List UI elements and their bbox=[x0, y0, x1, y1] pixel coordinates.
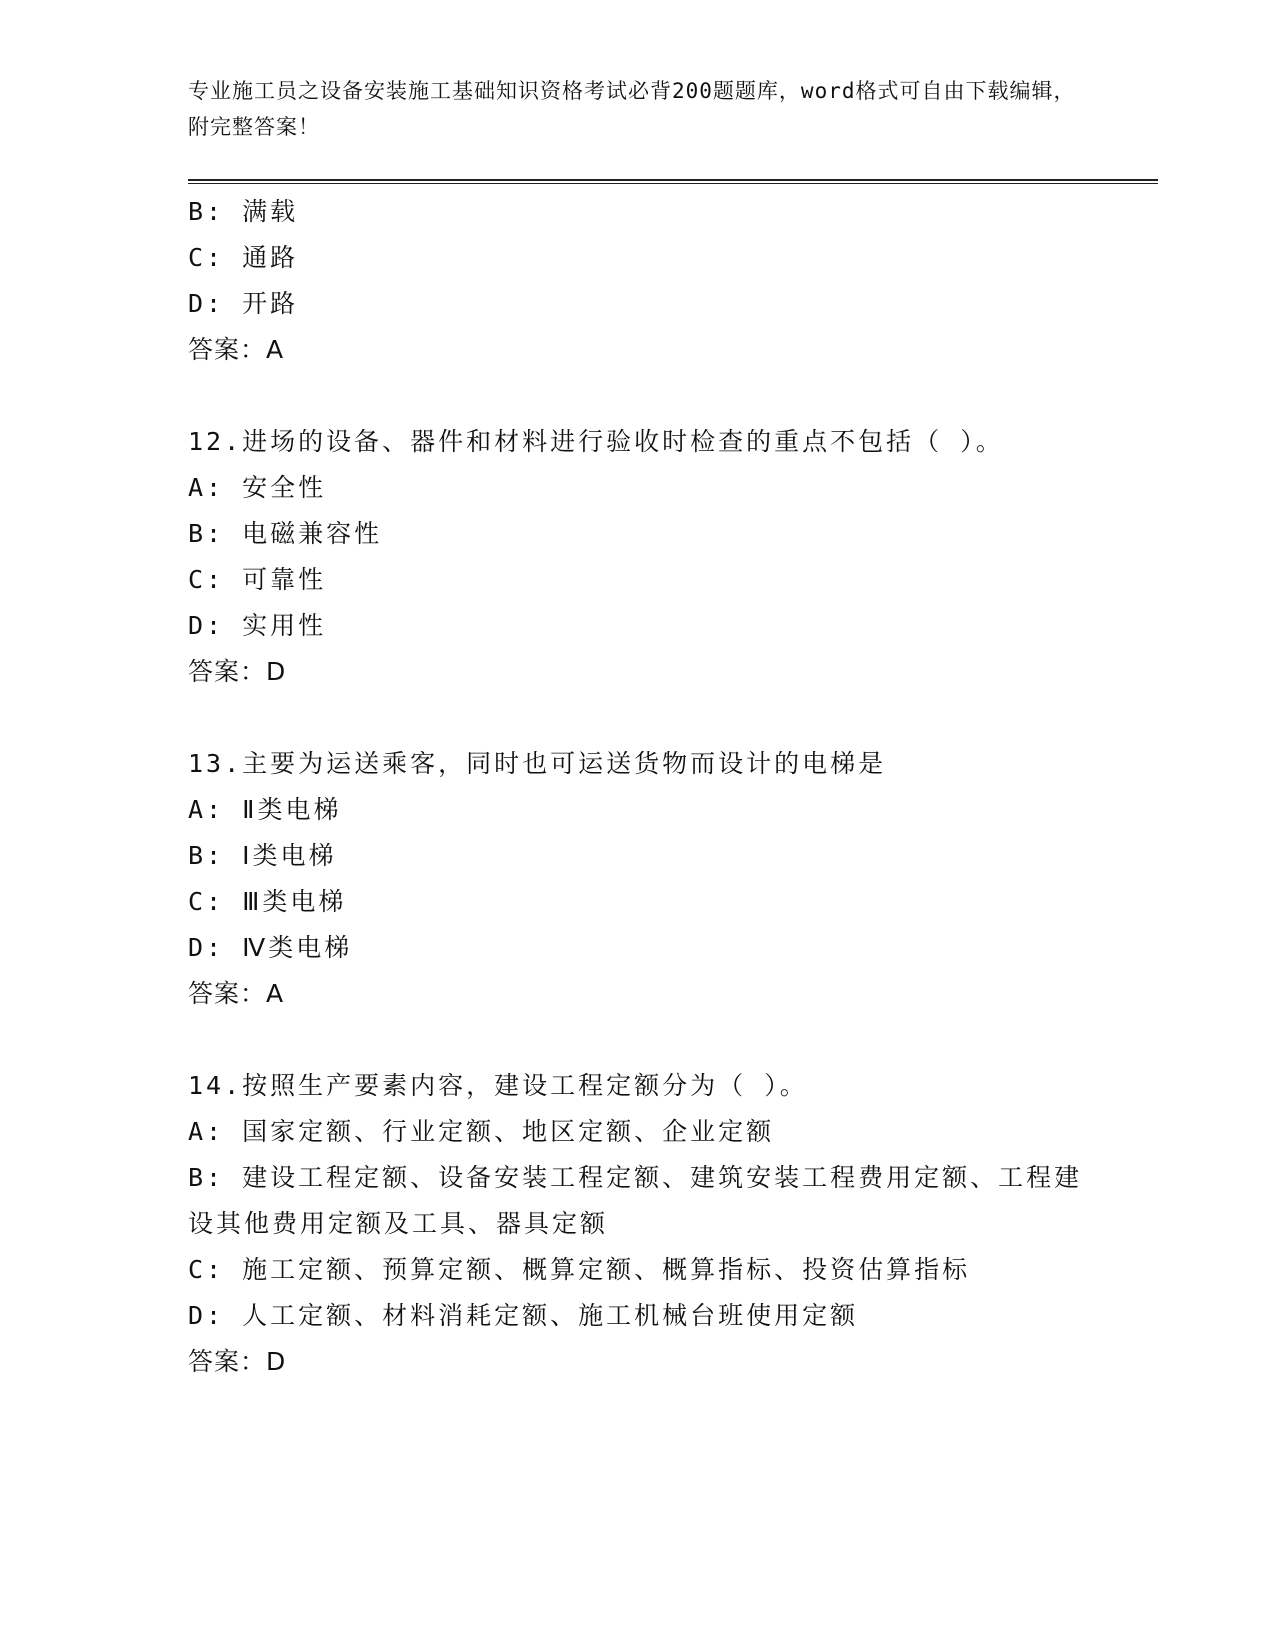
option-b: B: 建设工程定额、设备安装工程定额、建筑安装工程费用定额、工程建设其他费用定额及工具、器具定额 bbox=[188, 1163, 1083, 1238]
spacer bbox=[188, 1017, 1088, 1063]
option-a: A: 国家定额、行业定额、地区定额、企业定额 bbox=[188, 1117, 775, 1146]
option-b: B: Ⅰ类电梯 bbox=[188, 841, 337, 870]
option-b: B: 满载 bbox=[188, 197, 299, 226]
question-stem: 14.按照生产要素内容，建设工程定额分为（ ）。 bbox=[188, 1071, 808, 1100]
option-d: D: 开路 bbox=[188, 289, 299, 318]
option-d: D: 人工定额、材料消耗定额、施工机械台班使用定额 bbox=[188, 1301, 859, 1330]
option-c: C: 可靠性 bbox=[188, 565, 327, 594]
answer-line: 答案：D bbox=[188, 1347, 287, 1376]
document-header: 专业施工员之设备安装施工基础知识资格考试必背200题题库，word格式可自由下载编辑，附完整答案！ bbox=[188, 79, 1076, 139]
answer-line: 答案：A bbox=[188, 979, 285, 1008]
option-c: C: 施工定额、预算定额、概算定额、概算指标、投资估算指标 bbox=[188, 1255, 971, 1284]
question-stem: 13.主要为运送乘客，同时也可运送货物而设计的电梯是 bbox=[188, 749, 887, 778]
option-c: C: Ⅲ类电梯 bbox=[188, 887, 347, 916]
header-divider-thick bbox=[188, 179, 1158, 181]
option-b: B: 电磁兼容性 bbox=[188, 519, 383, 548]
option-d: D: 实用性 bbox=[188, 611, 327, 640]
carryover-question bbox=[188, 189, 1088, 373]
question-14 bbox=[188, 1063, 1088, 1385]
spacer bbox=[188, 373, 1088, 419]
question-content bbox=[188, 189, 1088, 1385]
question-12 bbox=[188, 419, 1088, 695]
spacer bbox=[188, 695, 1088, 741]
question-13 bbox=[188, 741, 1088, 1017]
option-a: A: Ⅱ类电梯 bbox=[188, 795, 342, 824]
question-stem: 12.进场的设备、器件和材料进行验收时检查的重点不包括（ ）。 bbox=[188, 427, 1004, 456]
header-divider-thin bbox=[188, 183, 1158, 184]
option-a: A: 安全性 bbox=[188, 473, 327, 502]
option-c: C: 通路 bbox=[188, 243, 299, 272]
option-d: D: Ⅳ类电梯 bbox=[188, 933, 353, 962]
answer-line: 答案：D bbox=[188, 657, 287, 686]
answer-line: 答案：A bbox=[188, 335, 285, 364]
